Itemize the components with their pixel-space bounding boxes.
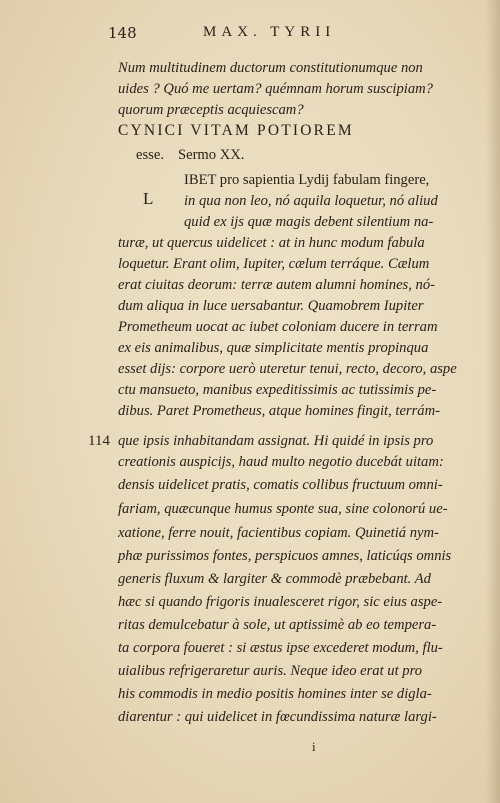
text-line: creationis auspicijs, haud multo negotio ducebát uitam:	[118, 454, 444, 470]
opening-line: IBET pro sapientia Lydij fabulam fingere,	[184, 172, 430, 188]
text-line: his commodis in medio positis homines inter se digla-	[118, 686, 432, 702]
text-line: in qua non leo, nó aquila loquetur, nó aliud	[184, 193, 438, 209]
text-line: generis fluxum & largiter & commodè præbebant. Ad	[118, 571, 431, 587]
text-line: ta corpora foueret : si æstus ipse excederet modum, flu-	[118, 640, 443, 656]
margin-number: 114	[88, 433, 110, 449]
page-gutter-shadow	[486, 0, 500, 803]
running-head	[108, 24, 463, 46]
sermon-title: CYNICI VITAM POTIOREM	[118, 122, 354, 139]
text-line: quorum præceptis acquiescam?	[118, 102, 304, 118]
text-line: fariam, quæcunque humus sponte sua, sine colonorú ue-	[118, 501, 448, 517]
text-line: turæ, ut quercus uidelicet : at in hunc modum fabula	[118, 235, 425, 251]
text-line: que ipsis inhabitandam assignat. Hi quidé in ipsis pro	[118, 433, 434, 449]
text-line: hæc si quando frigoris inualesceret rigor, sic eius aspe-	[118, 594, 443, 610]
text-line	[184, 170, 429, 190]
text-line: ritas demulcebatur à sole, ut aptissimè ab eo tempera-	[118, 617, 437, 633]
text-line: dibus. Paret Prometheus, atque homines fingit, terrám-	[118, 403, 440, 419]
text-line: Num multitudinem ductorum constitutionumque non	[118, 60, 423, 76]
text-line: xatione, ferre nouit, facientibus copiam. Quinetiá nym-	[118, 525, 439, 541]
text-line: quid ex ijs quæ magis debent silentium na-	[184, 214, 434, 230]
text-line: dum aliqua in luce uersabantur. Quamobrem Iupiter	[118, 298, 424, 314]
text-line: ctu mansueto, manibus expeditissimis ac tutissimis pe-	[118, 382, 437, 398]
text-line: uides ? Quó me uertam? quémnam horum suscipiam?	[118, 81, 433, 97]
sermon-number: Sermo XX.	[177, 147, 245, 163]
text-line: erat ciuitas deorum: terræ autem alumni homines, nó-	[118, 277, 435, 293]
text-line: esset dijs: corpore uerò uteretur tenui, recto, decoro, aspe	[118, 361, 457, 377]
text-line: uialibus refrigeraretur auris. Neque ideo erat ut pro	[118, 663, 423, 679]
text-line: loquetur. Erant olim, Iupiter, cælum terráque. Cælum	[118, 256, 430, 272]
heading-tail: esse.	[136, 147, 164, 163]
sermon-heading-cont	[136, 145, 244, 165]
page-number: 148	[108, 24, 137, 42]
drop-cap-letter: L	[143, 189, 154, 208]
text-line: diarentur : qui uidelicet in fœcundissima naturæ largi-	[118, 709, 437, 725]
text-line: phæ purissimos fontes, perspicuos amnes, laticúqs omnis	[118, 548, 452, 564]
sermon-heading	[118, 121, 354, 141]
running-title: MAX. TYRII	[203, 24, 336, 40]
text-line: ex eis animalibus, quæ simplicitate mentis propinqua	[118, 340, 429, 356]
text-line: Prometheum uocat ac iubet coloniam ducere in terram	[118, 319, 438, 335]
signature-mark: i	[312, 739, 316, 754]
text-line: densis uidelicet pratis, comatis collibus fructuum omni-	[118, 477, 443, 493]
